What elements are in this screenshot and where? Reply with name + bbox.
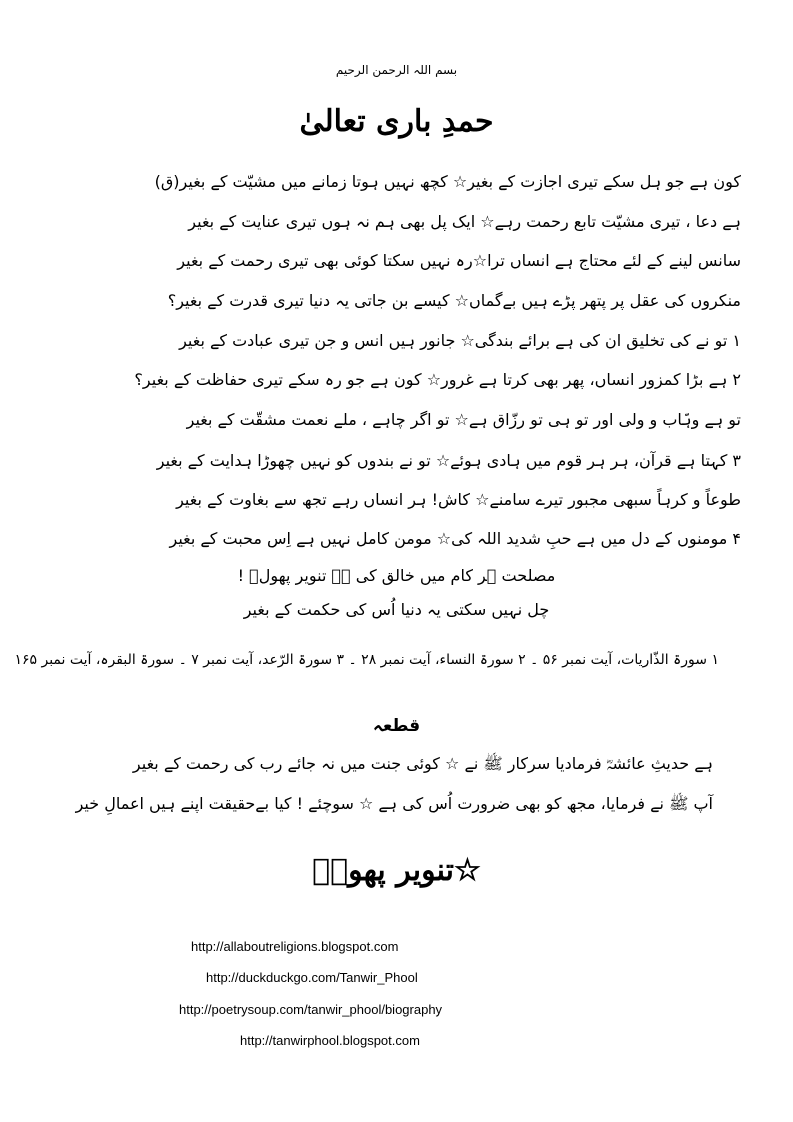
qata-heading: قطعہ [372,716,421,736]
poem-closing-line: چل نہیں سکتی یہ دنیا اُس کی حکمت کے بغیر [243,600,550,619]
poem-line: ۳ کہتا ہے قرآن، ہر ہر قوم میں ہادی ہوئے☆ تو نے بندوں کو نہیں چھوڑا ہدایت کے بغیر [156,451,741,470]
poem-closing-line: مصلحت ہر کام میں خالق کی ہے تنویر پھولؔ ! [237,566,556,585]
poem-line: سانس لینے کے لئے محتاج ہے انساں ترا☆رہ نہیں سکتا کوئی بھی تیری رحمت کے بغیر [177,251,741,270]
link-allaboutreligions[interactable]: http://allaboutreligions.blogspot.com [191,939,399,954]
page-title: حمدِ باری تعالیٰ [299,104,494,139]
poem-line: کون ہے جو ہل سکے تیری اجازت کے بغیر☆ کچھ نہیں ہوتا زمانے میں مشیّت کے بغیر(ق) [154,172,741,191]
link-poetrysoup[interactable]: http://poetrysoup.com/tanwir_phool/biography [179,1002,443,1017]
poem-line: تو ہے وہّاب و ولی اور تو ہی تو رزّاق ہے☆ تو اگر چاہے ، ملے نعمت مشقّت کے بغیر [186,410,741,429]
qata-line: ہے حدیثِ عائشہؓ فرمادیا سرکار ﷺ نے ☆ کوئی جنت میں نہ جائے رب کی رحمت کے بغیر [132,754,713,773]
link-tanwirphool-blog[interactable]: http://tanwirphool.blogspot.com [240,1033,420,1048]
bismillah-heading: بسم اللہ الرحمن الرحیم [335,63,458,77]
poem-line: طوعاً و کرہاً سبھی مجبور تیرے سامنے☆ کاش! ہر انساں رہے تجھ سے بغاوت کے بغیر [176,490,741,509]
qata-line: آپ ﷺ نے فرمایا، مجھ کو بھی ضرورت اُس کی ہے ☆ سوچئے ! کیا بےحقیقت اپنے ہیں اعمالِ خیر [75,794,713,813]
link-duckduckgo[interactable]: http://duckduckgo.com/Tanwir_Phool [206,970,418,985]
poem-line: منکروں کی عقل پر پتھر پڑے ہیں بےگماں☆ کیسے بن جاتی یہ دنیا تیری قدرت کے بغیر؟ [167,291,741,310]
footnote-references: ۱ سورۃ الذّاریات، آیت نمبر ۵۶ ۔ ۲ سورۃ النساء، آیت نمبر ۲۸ ۔ ۳ سورۃ الرّعد، آیت نمبر ۷ ۔ سورۃ البقرہ، آیت نمبر ۱۶۵ [14,652,719,668]
poem-line: ۲ ہے بڑا کمزور انساں، پھر بھی کرتا ہے غرور☆ کون ہے جو رہ سکے تیری حفاظت کے بغیر؟ [134,370,741,389]
poet-signature: ☆تنویر پھولؔ [312,853,481,888]
poem-line: ۴ مومنوں کے دل میں ہے حبِ شدید اللہ کی☆ مومن کامل نہیں ہے اِس محبت کے بغیر [169,529,741,548]
poem-line: ۱ تو نے کی تخلیق ان کی ہے برائے بندگی☆ جانور ہیں انس و جن تیری عبادت کے بغیر [179,331,741,350]
poem-line: ہے دعا ، تیری مشیّت تابع رحمت رہے☆ ایک پل بھی ہم نہ ہوں تیری عنایت کے بغیر [188,212,741,231]
